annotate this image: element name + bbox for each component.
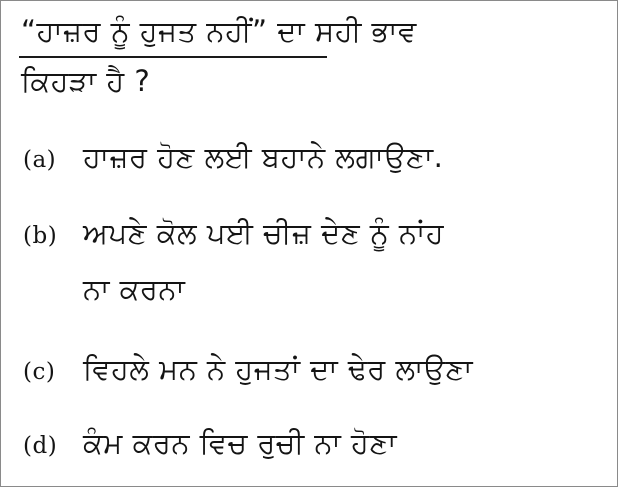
option-d[interactable] <box>23 425 397 464</box>
option-a[interactable] <box>23 139 443 178</box>
question-line-1 <box>21 13 417 49</box>
option-c-letter: (c) <box>23 359 56 385</box>
quoted-idiom: “ਹਾਜ਼ਰ ਨੂੰ ਹੁਜਤ ਨਹੀਂ” <box>21 14 268 48</box>
option-d-text: ਕੰਮ ਕਰਨ ਵਿਚ ਰੁਚੀ ਨਾ ਹੋਣਾ <box>83 426 398 460</box>
option-c-text: ਵਿਹਲੇ ਮਨ ਨੇ ਹੁਜਤਾਂ ਦਾ ਢੇਰ ਲਾਉਣਾ <box>83 352 474 386</box>
option-a-letter: (a) <box>23 147 57 173</box>
option-a-text: ਹਾਜ਼ਰ ਹੋਣ ਲਈ ਬਹਾਨੇ ਲਗਾਉਣਾ. <box>83 140 444 174</box>
option-b[interactable] <box>23 215 444 254</box>
question-line-2: ਕਿਹੜਾ ਹੈ ? <box>21 64 151 98</box>
idiom-underline <box>19 56 327 58</box>
option-b-text: ਅਪਣੇ ਕੋਲ ਪਈ ਚੀਜ਼ ਦੇਣ ਨੂੰ ਨਾਂਹ <box>83 216 445 250</box>
option-b-text-continued: ਨਾ ਕਰਨਾ <box>83 272 186 306</box>
question-rest: ਦਾ ਸਹੀ ਭਾਵ <box>267 14 417 48</box>
option-c[interactable] <box>23 351 473 390</box>
option-d-letter: (d) <box>23 433 58 459</box>
option-b-letter: (b) <box>23 223 58 249</box>
